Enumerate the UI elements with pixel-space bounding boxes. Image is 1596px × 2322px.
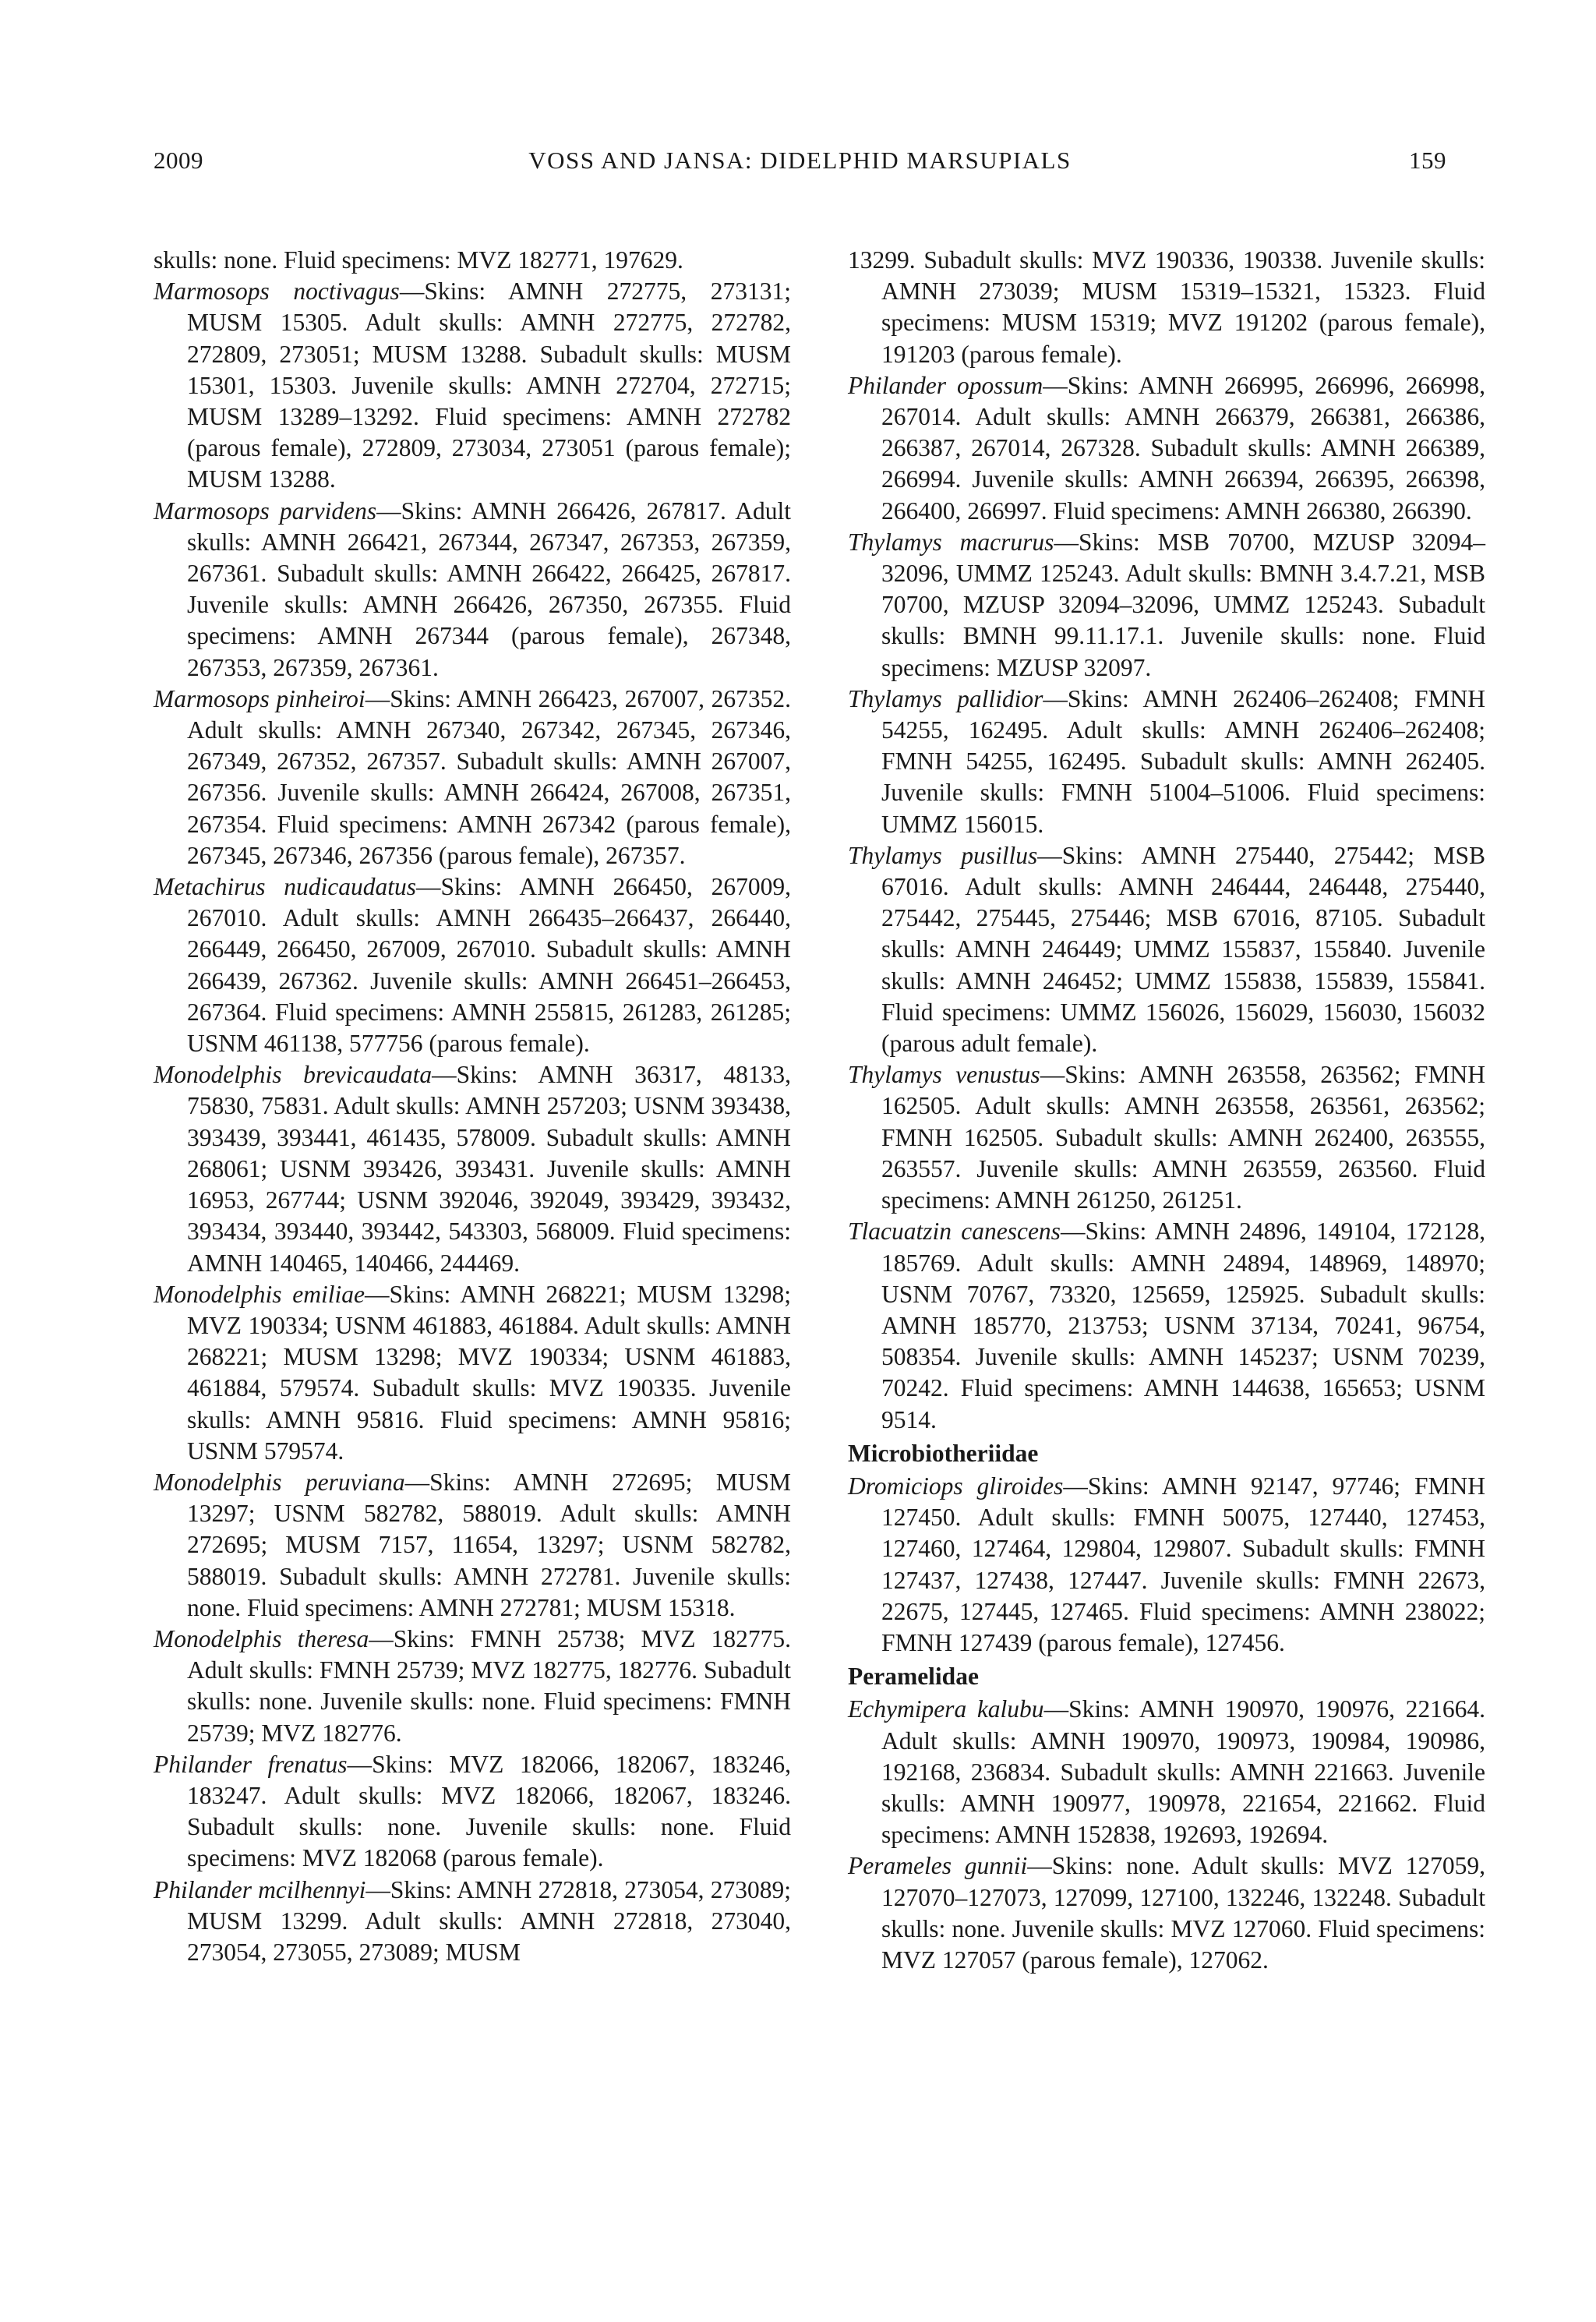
specimen-list: —Skins: AMNH 275440, 275442; MSB 67016. Adult skulls: AMNH 246444, 246448, 275440, 275442, 275445, 275446; MSB 67016, 87105. Subadult skulls: AMNH 246449; UMMZ 155837, 155840. Juvenile skulls: AMNH 246452; UMMZ 155838, 155839, 155841. Fluid specimens: UMMZ 156026, 156029, 156030, 156032 (parous adult female). bbox=[881, 841, 1485, 1058]
species-name: Monodelphis theresa bbox=[154, 1624, 369, 1652]
specimen-list: —Skins: AMNH 272775, 273131; MUSM 15305. Adult skulls: AMNH 272775, 272782, 272809, 273051; MUSM 13288. Subadult skulls: MUSM 15301, 15303. Juvenile skulls: AMNH 272704, 272715; MUSM 13289–13292. Fluid specimens: AMNH 272782 (parous female), 272809, 273034, 273051 (parous female); MUSM 13288. bbox=[187, 277, 791, 493]
species-name: Echymipera kalubu bbox=[848, 1695, 1044, 1723]
specimen-list: —Skins: none. Adult skulls: MVZ 127059, 127070–127073, 127099, 127100, 132246, 132248. Subadult skulls: none. Juvenile skulls: MVZ 127060. Fluid specimens: MVZ 127057 (parous female), 127062. bbox=[881, 1852, 1485, 1974]
species-name: Metachirus nudicaudatus bbox=[154, 873, 417, 901]
specimen-entry bbox=[154, 1749, 791, 1875]
species-name: Monodelphis peruviana bbox=[154, 1468, 405, 1496]
species-name: Thylamys venustus bbox=[848, 1061, 1040, 1089]
specimen-list: —Skins: AMNH 266450, 267009, 267010. Adult skulls: AMNH 266435–266437, 266440, 266449, 266450, 267009, 267010. Subadult skulls: AMNH 266439, 267362. Juvenile skulls: AMNH 266451–266453, 267364. Fluid specimens: AMNH 255815, 261283, 261285; USNM 461138, 577756 (parous female). bbox=[187, 873, 792, 1058]
header-title: VOSS AND JANSA: DIDELPHID MARSUPIALS bbox=[528, 147, 1072, 174]
specimen-entry bbox=[848, 1694, 1485, 1850]
species-name: Philander mcilhennyi bbox=[154, 1875, 366, 1903]
specimen-entry bbox=[848, 527, 1485, 684]
page-number: 159 bbox=[1409, 147, 1446, 174]
specimen-list: skulls: none. Fluid specimens: MVZ 182771, 197629. bbox=[154, 246, 683, 274]
running-header bbox=[154, 147, 1446, 181]
left-column bbox=[154, 245, 791, 1968]
specimen-list: —Skins: MVZ 182066, 182067, 183246, 183247. Adult skulls: MVZ 182066, 182067, 183246. Subadult skulls: none. Juvenile skulls: none. Fluid specimens: MVZ 182068 (parous female). bbox=[187, 1750, 791, 1872]
specimen-list: —Skins: AMNH 266426, 267817. Adult skulls: AMNH 266421, 267344, 267347, 267353, 267359, 267361. Subadult skulls: AMNH 266422, 266425, 267817. Juvenile skulls: AMNH 266426, 267350, 267355. Fluid specimens: AMNH 267344 (parous female), 267348, 267353, 267359, 267361. bbox=[187, 497, 792, 681]
specimen-list: —Skins: AMNH 266423, 267007, 267352. Adult skulls: AMNH 267340, 267342, 267345, 267346, 267349, 267352, 267357. Subadult skulls: AMNH 267007, 267356. Juvenile skulls: AMNH 266424, 267008, 267351, 267354. Fluid specimens: AMNH 267342 (parous female), 267345, 267346, 267356 (parous female), 267357. bbox=[187, 684, 791, 869]
specimen-entry bbox=[154, 1624, 791, 1749]
specimen-list: —Skins: AMNH 272818, 273054, 273089; MUSM 13299. Adult skulls: AMNH 272818, 273040, 273054, 273055, 273089; MUSM bbox=[187, 1875, 791, 1966]
species-name: Dromiciops gliroides bbox=[848, 1472, 1064, 1500]
specimen-entry bbox=[154, 1279, 791, 1467]
specimen-entry bbox=[848, 684, 1485, 840]
header-year: 2009 bbox=[154, 147, 203, 174]
species-name: Monodelphis brevicaudata bbox=[154, 1061, 433, 1089]
specimen-list: —Skins: AMNH 190970, 190976, 221664. Adult skulls: AMNH 190970, 190973, 190984, 190986, 192168, 236834. Subadult skulls: AMNH 221663. Juvenile skulls: AMNH 190977, 190978, 221654, 221662. Fluid specimens: AMNH 152838, 192693, 192694. bbox=[881, 1695, 1485, 1849]
specimen-entry bbox=[848, 370, 1485, 527]
species-name: Thylamys pusillus bbox=[848, 841, 1038, 869]
specimen-entry bbox=[154, 496, 791, 684]
specimen-entry bbox=[848, 1216, 1485, 1435]
specimen-entry bbox=[154, 1875, 791, 1969]
specimen-entry bbox=[154, 1059, 791, 1278]
specimen-list: —Skins: MSB 70700, MZUSP 32094–32096, UMMZ 125243. Adult skulls: BMNH 3.4.7.21, MSB 70700, MZUSP 32094–32096, UMMZ 125243. Subadult skulls: BMNH 99.11.17.1. Juvenile skulls: none. Fluid specimens: MZUSP 32097. bbox=[881, 528, 1485, 681]
specimen-list: —Skins: AMNH 263558, 263562; FMNH 162505. Adult skulls: AMNH 263558, 263561, 263562; FMNH 162505. Subadult skulls: AMNH 262400, 263555, 263557. Juvenile skulls: AMNH 263559, 263560. Fluid specimens: AMNH 261250, 261251. bbox=[881, 1061, 1485, 1214]
specimen-list: 13299. Subadult skulls: MVZ 190336, 190338. Juvenile skulls: AMNH 273039; MUSM 15319–15321, 15323. Fluid specimens: MUSM 15319; MVZ 191202 (parous female), 191203 (parous female). bbox=[848, 246, 1485, 368]
family-heading: Peramelidae bbox=[848, 1663, 979, 1691]
right-column bbox=[848, 245, 1485, 1976]
species-name: Philander frenatus bbox=[154, 1750, 348, 1778]
specimen-list: —Skins: AMNH 268221; MUSM 13298; MVZ 190334; USNM 461883, 461884. Adult skulls: AMNH 268221; MUSM 13298; MVZ 190334; USNM 461883, 461884, 579574. Subadult skulls: MVZ 190335. Juvenile skulls: AMNH 95816. Fluid specimens: AMNH 95816; USNM 579574. bbox=[187, 1280, 791, 1465]
specimen-entry bbox=[154, 1467, 791, 1624]
specimen-entry bbox=[848, 1850, 1485, 1976]
species-name: Tlacuatzin canescens bbox=[848, 1218, 1061, 1246]
species-name: Perameles gunnii bbox=[848, 1852, 1028, 1880]
specimen-entry bbox=[848, 840, 1485, 1059]
species-name: Marmosops pinheiroi bbox=[154, 684, 365, 712]
species-name: Monodelphis emiliae bbox=[154, 1280, 365, 1308]
specimen-entry bbox=[154, 871, 791, 1059]
species-name: Thylamys macrurus bbox=[848, 528, 1054, 556]
species-name: Philander opossum bbox=[848, 371, 1043, 399]
specimen-list: —Skins: AMNH 92147, 97746; FMNH 127450. Adult skulls: FMNH 50075, 127440, 127453, 127460, 127464, 129804, 129807. Subadult skulls: FMNH 127437, 127438, 127447. Juvenile skulls: FMNH 22673, 22675, 127445, 127465. Fluid specimens: AMNH 238022; FMNH 127439 (parous female), 127456. bbox=[881, 1472, 1485, 1656]
specimen-list: —Skins: FMNH 25738; MVZ 182775. Adult skulls: FMNH 25739; MVZ 182775, 182776. Subadult skulls: none. Juvenile skulls: none. Fluid specimens: FMNH 25739; MVZ 182776. bbox=[187, 1624, 791, 1747]
species-name: Thylamys pallidior bbox=[848, 684, 1043, 712]
specimen-list: —Skins: AMNH 36317, 48133, 75830, 75831. Adult skulls: AMNH 257203; USNM 393438, 393439, 393441, 461435, 578009. Subadult skulls: AMNH 268061; USNM 393426, 393431. Juvenile skulls: AMNH 16953, 267744; USNM 392046, 392049, 393429, 393432, 393434, 393440, 393442, 543303, 568009. Fluid specimens: AMNH 140465, 140466, 244469. bbox=[187, 1061, 791, 1277]
specimen-list: —Skins: AMNH 266995, 266996, 266998, 267014. Adult skulls: AMNH 266379, 266381, 266386, 266387, 267014, 267328. Subadult skulls: AMNH 266389, 266994. Juvenile skulls: AMNH 266394, 266395, 266398, 266400, 266997. Fluid specimens: AMNH 266380, 266390. bbox=[881, 371, 1486, 525]
specimen-entry bbox=[848, 1059, 1485, 1216]
specimen-list: —Skins: AMNH 24896, 149104, 172128, 185769. Adult skulls: AMNH 24894, 148969, 148970; USNM 70767, 73320, 125659, 125925. Subadult skulls: AMNH 185770, 213753; USNM 37134, 70241, 96754, 508354. Juvenile skulls: AMNH 145237; USNM 70239, 70242. Fluid specimens: AMNH 144638, 165653; USNM 9514. bbox=[881, 1218, 1485, 1433]
specimen-entry bbox=[848, 1471, 1485, 1659]
specimen-list: —Skins: AMNH 262406–262408; FMNH 54255, 162495. Adult skulls: AMNH 262406–262408; FMNH 54255, 162495. Subadult skulls: AMNH 262405. Juvenile skulls: FMNH 51004–51006. Fluid specimens: UMMZ 156015. bbox=[881, 684, 1485, 838]
specimen-entry bbox=[848, 245, 1485, 370]
specimen-list: —Skins: AMNH 272695; MUSM 13297; USNM 582782, 588019. Adult skulls: AMNH 272695; MUSM 7157, 11654, 13297; USNM 582782, 588019. Subadult skulls: AMNH 272781. Juvenile skulls: none. Fluid specimens: AMNH 272781; MUSM 15318. bbox=[187, 1468, 791, 1621]
family-heading: Microbiotheriidae bbox=[848, 1439, 1039, 1467]
species-name: Marmosops parvidens bbox=[154, 497, 377, 525]
specimen-entry bbox=[154, 245, 791, 276]
specimen-entry bbox=[154, 684, 791, 871]
species-name: Marmosops noctivagus bbox=[154, 277, 400, 306]
specimen-entry bbox=[154, 276, 791, 495]
